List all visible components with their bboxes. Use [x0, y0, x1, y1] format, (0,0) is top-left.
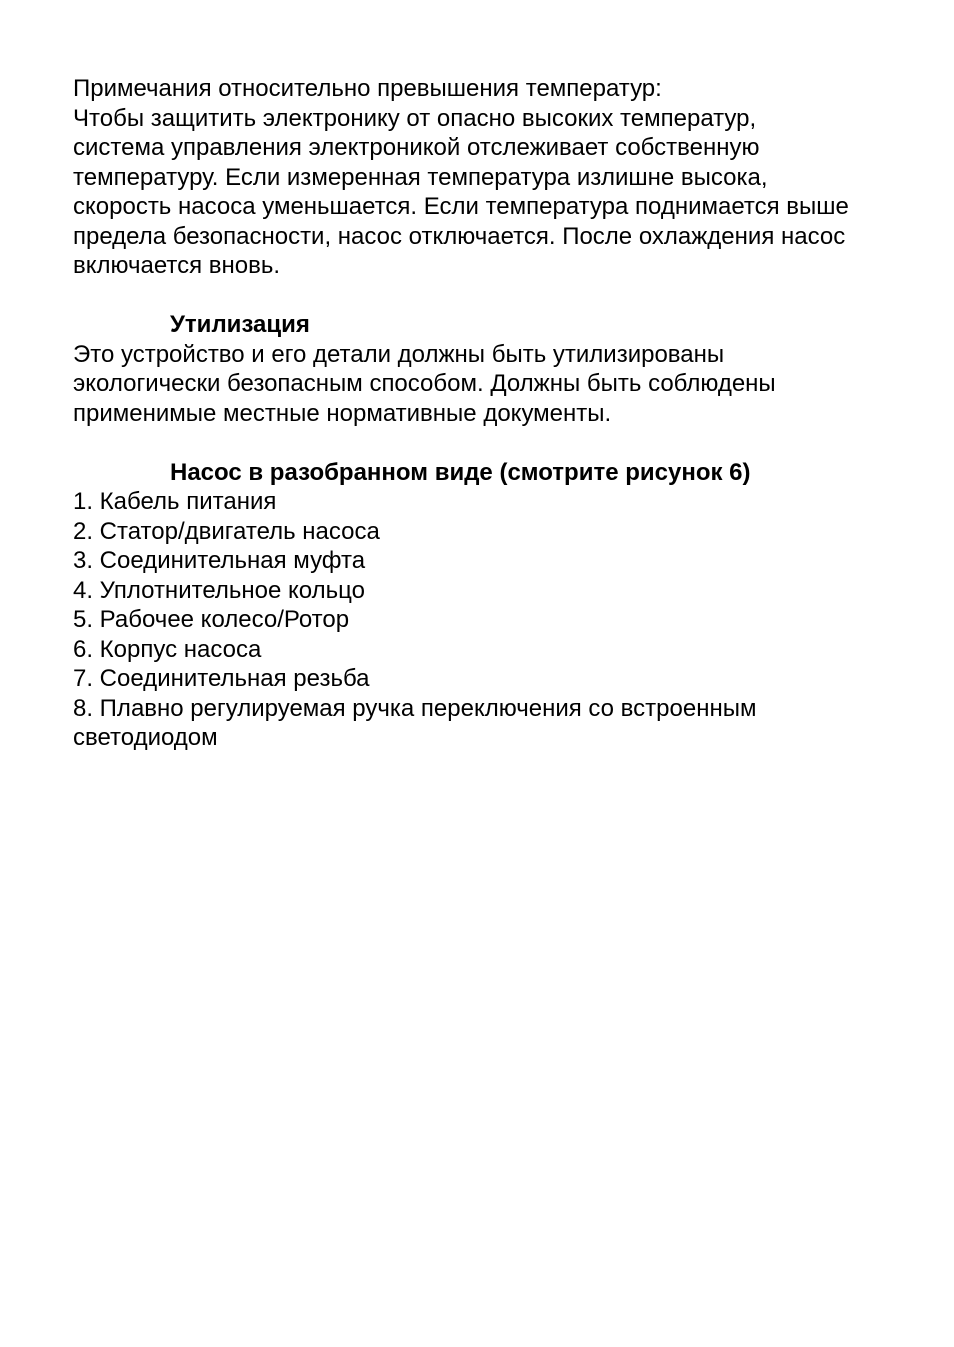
disposal-section — [73, 310, 933, 428]
section-spacer — [73, 428, 933, 458]
overheat-text-line: система управления электроникой отслеживает собственную — [73, 134, 760, 161]
disposal-heading: Утилизация — [170, 311, 310, 338]
exploded-view-section — [73, 458, 933, 753]
exploded-view-heading: Насос в разобранном виде (смотрите рисунок 6) — [170, 458, 751, 486]
list-item: 2. Статор/двигатель насоса — [73, 517, 380, 545]
list-item: 5. Рабочее колесо/Ротор — [73, 606, 350, 633]
disposal-text-line: применимые местные нормативные документы. — [73, 399, 612, 427]
list-item: 4. Уплотнительное кольцо — [73, 576, 365, 604]
overheat-title: Примечания относительно превышения температур: — [73, 75, 662, 102]
parts-list — [73, 487, 933, 753]
document-page — [73, 74, 933, 753]
overheat-section — [73, 74, 933, 281]
section-spacer — [73, 281, 933, 311]
disposal-text-line: Это устройство и его детали должны быть утилизированы — [73, 340, 725, 368]
disposal-text-line: экологически безопасным способом. Должны быть соблюдены — [73, 370, 776, 397]
list-item: 6. Корпус насоса — [73, 635, 262, 663]
overheat-text-line: скорость насоса уменьшается. Если температура поднимается выше — [73, 193, 849, 220]
list-item: 1. Кабель питания — [73, 488, 277, 515]
overheat-text-line: предела безопасности, насос отключается. После охлаждения насос — [73, 222, 846, 250]
list-item: 8. Плавно регулируемая ручка переключения со встроенным — [73, 694, 757, 722]
list-item-continuation: светодиодом — [73, 724, 218, 751]
overheat-text-line: Чтобы защитить электронику от опасно высоких температур, — [73, 104, 757, 132]
list-item: 3. Соединительная муфта — [73, 547, 366, 574]
overheat-text-line: температуру. Если измеренная температура излишне высока, — [73, 163, 768, 191]
list-item: 7. Соединительная резьба — [73, 665, 370, 692]
overheat-text-line: включается вновь. — [73, 252, 281, 279]
